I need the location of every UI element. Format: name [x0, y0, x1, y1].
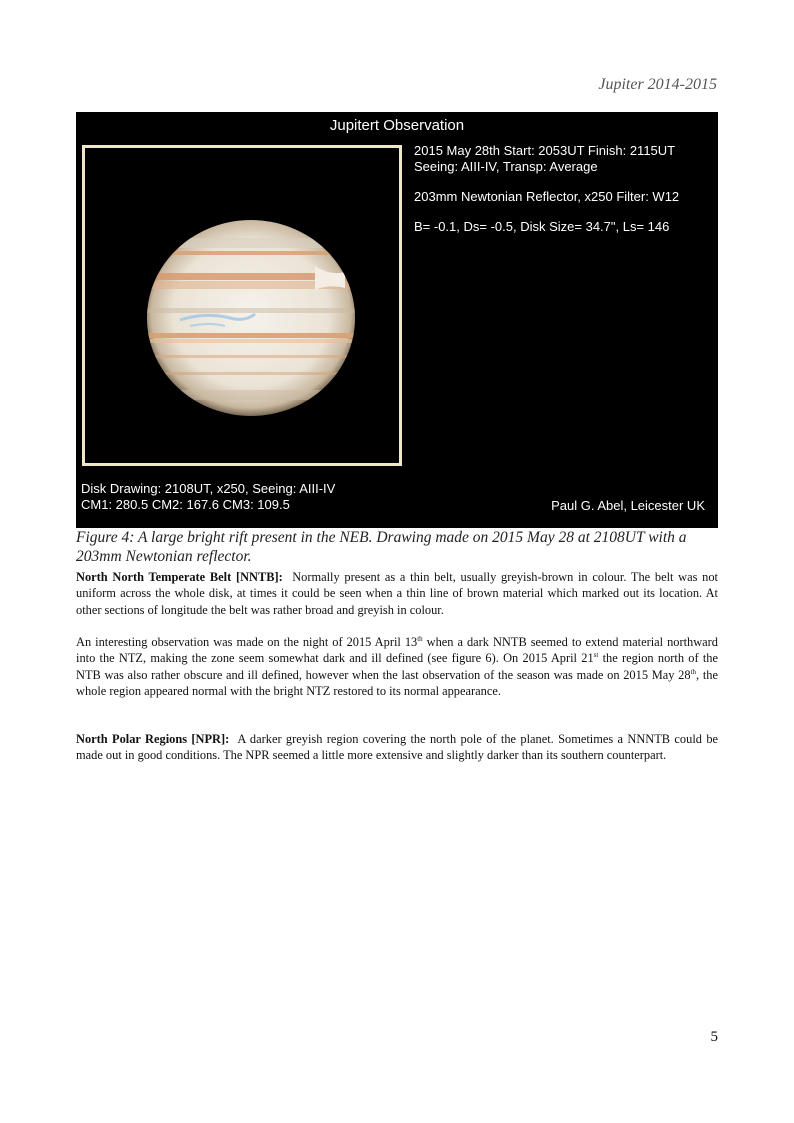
observation-text-part: An interesting observation was made on the night of 2015 April 13 — [76, 635, 418, 649]
ordinal-suffix: st — [593, 651, 599, 660]
observation-figure — [76, 112, 718, 528]
drawing-info: Disk Drawing: 2108UT, x250, Seeing: AIII-IV — [81, 481, 336, 496]
section-heading-nntb: North North Temperate Belt [NNTB]: — [76, 570, 283, 584]
observation-info — [414, 143, 679, 235]
observation-text-part: the region north of the NTB was also rather obscure and ill defined, however when the last observation of the season was made on 2015 May 28 — [76, 651, 718, 682]
running-title: Jupiter 2014-2015 — [598, 76, 717, 93]
observation-date-times: 2015 May 28th Start: 2053UT Finish: 2115UT — [414, 143, 676, 158]
section-heading-npr: North Polar Regions [NPR]: — [76, 732, 230, 746]
figure-title: Jupitert Observation — [329, 117, 465, 134]
disk-parameters: B= -0.1, Ds= -0.5, Disk Size= 34.7", Ls= 146 — [414, 219, 670, 234]
ordinal-suffix: th — [690, 667, 697, 676]
drawing-details — [81, 481, 335, 513]
figure-caption: Figure 4: A large bright rift present in the NEB. Drawing made on 2015 May 28 at 2108UT with a 203mm Newtonian reflector. — [76, 529, 687, 565]
section-text-nntb: Normally present as a thin belt, usually greyish-brown in colour. The belt was not uniform across the whole disk, at times it could be seen when a thin line of brown material which marked out its location. At other sections of longitude the belt was rather broad and greyish in colour. — [76, 570, 718, 617]
section-nntb-observation — [76, 634, 718, 699]
jupiter-disk-drawing — [85, 148, 399, 463]
section-npr — [76, 731, 718, 764]
observer-credit: Paul G. Abel, Leicester UK — [551, 498, 705, 513]
seeing-transparency: Seeing: AIII-IV, Transp: Average — [414, 159, 598, 174]
section-text-npr: A darker greyish region covering the north pole of the planet. Sometimes a NNNTB could be made out in good conditions. The NPR seemed a little more extensive and slightly darker than its southern counterpart. — [76, 732, 719, 763]
telescope-filter: 203mm Newtonian Reflector, x250 Filter: W12 — [414, 189, 680, 204]
section-nntb — [76, 569, 718, 618]
page-number: 5 — [710, 1029, 718, 1045]
disk-drawing-frame — [82, 145, 402, 466]
observation-text-part: , the whole region appeared normal with the bright NTZ restored to its normal appearance. — [76, 667, 718, 698]
ordinal-suffix: th — [417, 634, 423, 643]
observation-text-part: when a dark NNTB seemed to extend material northward into the NTZ, making the zone seem somewhat dark and ill defined (see figure 6). On 2015 April 21 — [76, 635, 718, 666]
central-meridian-values: CM1: 280.5 CM2: 167.6 CM3: 109.5 — [81, 497, 290, 512]
